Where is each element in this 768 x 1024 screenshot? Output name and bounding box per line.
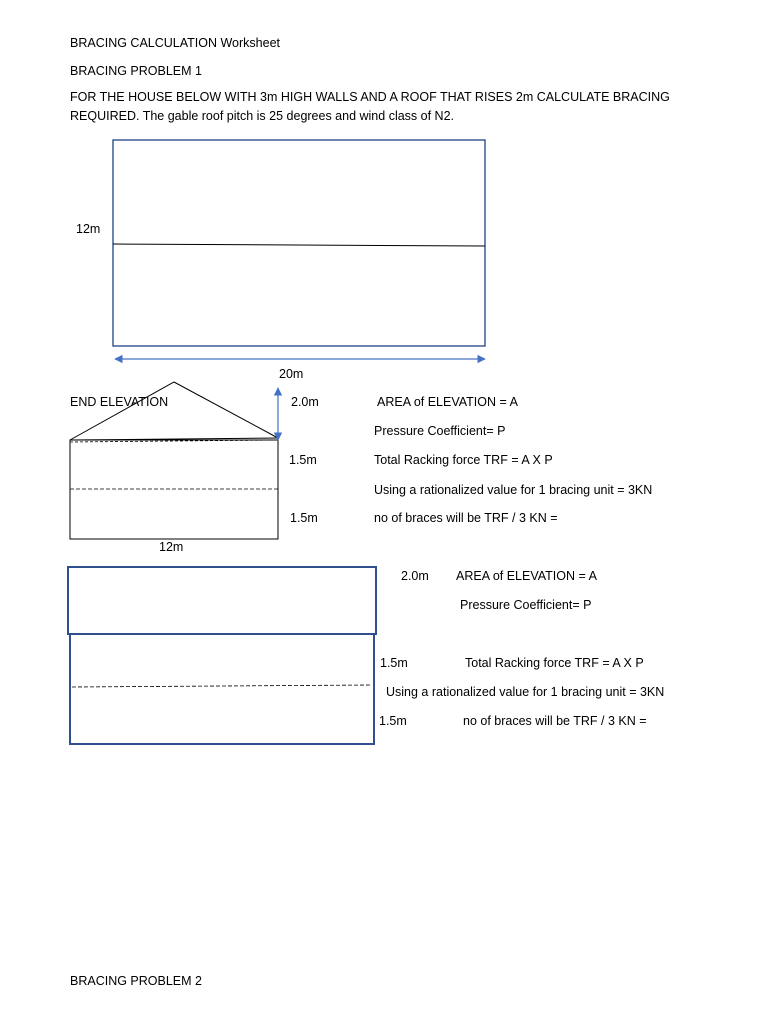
problem-1-text: FOR THE HOUSE BELOW WITH 3m HIGH WALLS AND A ROOF THAT RISES 2m CALCULATE BRACING REQUIRED. The gable roof pitch is 25 degrees and wind class of N2. bbox=[70, 90, 670, 123]
plan-width-label: 12m bbox=[76, 222, 101, 236]
side-wall-lower-label: 1.5m bbox=[379, 714, 407, 728]
end-wall-outline bbox=[70, 440, 278, 539]
side-braces-text: no of braces will be TRF / 3 KN = bbox=[463, 714, 647, 728]
side-wall-upper-label: 1.5m bbox=[380, 656, 408, 670]
floor-plan-outline bbox=[113, 140, 485, 346]
side-area-text: AREA of ELEVATION = A bbox=[456, 569, 597, 583]
end-roof-height-label: 2.0m bbox=[291, 395, 319, 409]
end-braces-text: no of braces will be TRF / 3 KN = bbox=[374, 511, 558, 525]
plan-length-label: 20m bbox=[279, 367, 304, 381]
end-elevation-label: END ELEVATION bbox=[70, 395, 169, 409]
end-pressure-text: Pressure Coefficient= P bbox=[374, 424, 506, 438]
problem-1-heading: BRACING PROBLEM 1 bbox=[70, 64, 202, 78]
end-wall-upper-label: 1.5m bbox=[289, 453, 317, 467]
end-racking-text: Total Racking force TRF = A X P bbox=[374, 453, 553, 467]
side-rationalized-text: Using a rationalized value for 1 bracing unit = 3KN bbox=[386, 685, 665, 699]
end-rationalized-text: Using a rationalized value for 1 bracing unit = 3KN bbox=[374, 483, 653, 497]
end-base-width-label: 12m bbox=[159, 540, 184, 554]
ridge-line bbox=[113, 244, 485, 246]
side-racking-text: Total Racking force TRF = A X P bbox=[465, 656, 644, 670]
side-wall-outline bbox=[70, 634, 374, 744]
worksheet-title: BRACING CALCULATION Worksheet bbox=[70, 36, 281, 50]
gable-roof-outline bbox=[70, 382, 278, 440]
side-roof-outline bbox=[68, 567, 376, 634]
side-roof-height-label: 2.0m bbox=[401, 569, 429, 583]
problem-2-heading: BRACING PROBLEM 2 bbox=[70, 974, 202, 988]
side-pressure-text: Pressure Coefficient= P bbox=[460, 598, 592, 612]
end-wall-lower-label: 1.5m bbox=[290, 511, 318, 525]
side-wall-mid-dashed bbox=[72, 685, 372, 687]
end-area-text: AREA of ELEVATION = A bbox=[377, 395, 518, 409]
